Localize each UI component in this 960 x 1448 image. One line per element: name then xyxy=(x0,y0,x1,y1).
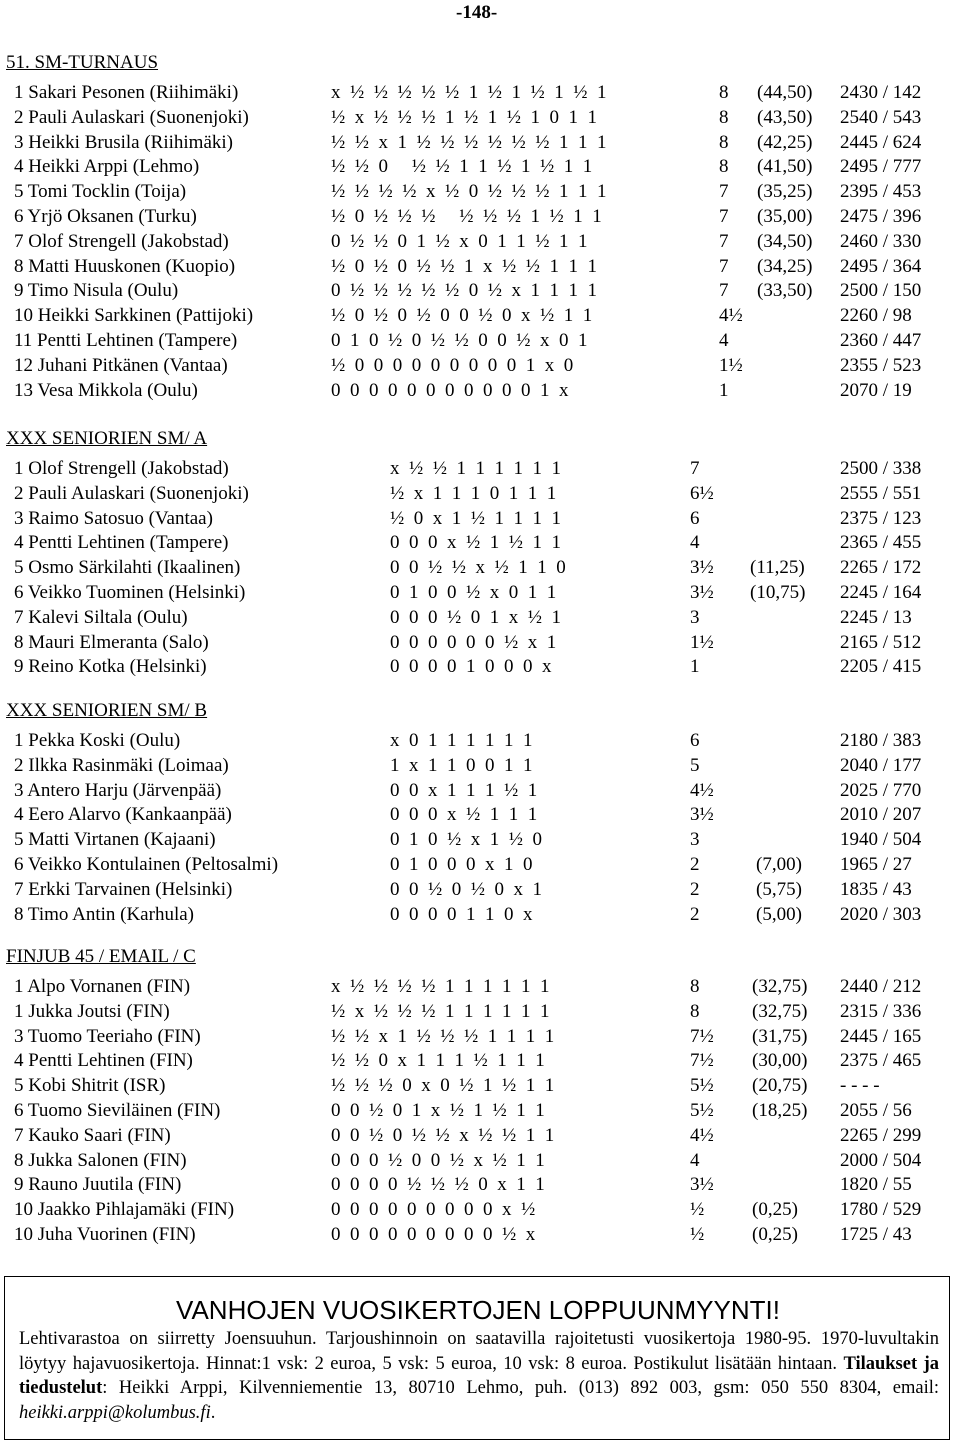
player-results: 0 0 x 1 1 1 ½ 1 xyxy=(390,779,538,801)
player-tiebreak: (35,00) xyxy=(757,206,813,227)
player-score: 7 xyxy=(719,181,729,203)
player-name: 4 Eero Alarvo (Kankaanpää) xyxy=(14,804,232,826)
table-row xyxy=(0,1098,960,1123)
player-tiebreak: (0,25) xyxy=(752,1224,798,1245)
player-score: 4½ xyxy=(719,305,743,327)
table-row xyxy=(0,1048,960,1073)
player-results: 0 0 0 0 0 0 0 0 0 ½ x xyxy=(331,1224,536,1245)
player-name: 12 Juhani Pitkänen (Vantaa) xyxy=(14,354,228,376)
player-results: 1 x 1 1 0 0 1 1 xyxy=(390,754,533,776)
player-tiebreak: (34,50) xyxy=(757,230,813,252)
player-results: 0 0 ½ 0 1 x ½ 1 ½ 1 1 xyxy=(331,1100,545,1121)
section-title: 51. SM-TURNAUS xyxy=(6,52,159,73)
table-row xyxy=(0,555,960,580)
player-results: 0 0 ½ 0 ½ ½ x ½ ½ 1 1 xyxy=(331,1124,555,1146)
table-row xyxy=(0,999,960,1024)
player-score: 4½ xyxy=(690,779,714,801)
table-row xyxy=(0,1024,960,1049)
player-score: 3 xyxy=(690,606,700,628)
player-score: 4½ xyxy=(690,1124,714,1146)
player-score: 7 xyxy=(719,280,729,302)
player-tiebreak: (10,75) xyxy=(750,582,806,603)
player-score: 6½ xyxy=(690,482,714,504)
player-rating: 2475 / 396 xyxy=(840,206,922,227)
player-score: 3½ xyxy=(690,557,714,579)
player-rating: 2445 / 165 xyxy=(840,1025,922,1047)
player-results: 0 0 0 0 0 0 0 0 0 0 0 1 x xyxy=(331,379,569,401)
player-results: 0 1 0 ½ x 1 ½ 0 xyxy=(390,829,542,851)
player-score: 8 xyxy=(719,156,729,178)
player-name: 7 Kalevi Siltala (Oulu) xyxy=(14,606,188,628)
player-name: 7 Erkki Tarvainen (Helsinki) xyxy=(14,878,233,900)
player-name: 8 Jukka Salonen (FIN) xyxy=(14,1149,187,1171)
player-rating: 2180 / 383 xyxy=(840,730,922,751)
player-name: 11 Pentti Lehtinen (Tampere) xyxy=(14,330,238,351)
player-results: 0 0 0 x ½ 1 ½ 1 1 xyxy=(390,532,561,554)
ad-text-bold: Tilaukset ja tiedustelut xyxy=(19,1353,939,1398)
player-rating: 2365 / 455 xyxy=(840,532,922,554)
table-row xyxy=(0,1197,960,1222)
player-name: 5 Kobi Shitrit (ISR) xyxy=(14,1075,166,1097)
player-results: 0 1 0 0 ½ x 0 1 1 xyxy=(390,582,557,603)
player-rating: 2040 / 177 xyxy=(840,754,922,776)
player-tiebreak: (32,75) xyxy=(752,976,808,997)
table-row xyxy=(0,974,960,999)
table-row xyxy=(0,902,960,927)
table-row xyxy=(0,456,960,481)
player-score: 7½ xyxy=(690,1025,714,1047)
player-score: 7 xyxy=(719,255,729,277)
player-results: 0 0 ½ 0 ½ 0 x 1 xyxy=(390,878,542,900)
table-row xyxy=(0,303,960,328)
table-row xyxy=(0,1222,960,1247)
table-row xyxy=(0,630,960,655)
player-score: 8 xyxy=(719,82,729,103)
player-name: 3 Antero Harju (Järvenpää) xyxy=(14,779,222,801)
player-name: 3 Heikki Brusila (Riihimäki) xyxy=(14,131,234,153)
player-name: 7 Kauko Saari (FIN) xyxy=(14,1124,171,1146)
player-rating: 2245 / 164 xyxy=(840,582,922,603)
player-tiebreak: (18,25) xyxy=(752,1100,808,1121)
player-name: 10 Juha Vuorinen (FIN) xyxy=(14,1224,196,1245)
player-score: 5 xyxy=(690,754,700,776)
player-results: ½ ½ x 1 ½ ½ ½ 1 1 1 1 xyxy=(331,1025,555,1047)
table-row xyxy=(0,728,960,753)
player-rating: 2355 / 523 xyxy=(840,354,922,376)
player-rating: 2460 / 330 xyxy=(840,230,922,252)
player-rating: 2000 / 504 xyxy=(840,1149,922,1171)
table-row xyxy=(0,605,960,630)
player-rating: 2445 / 624 xyxy=(840,131,922,153)
player-rating: 2495 / 777 xyxy=(840,156,922,178)
player-name: 3 Tuomo Teeriaho (FIN) xyxy=(14,1025,201,1047)
player-results: ½ x ½ ½ ½ 1 ½ 1 ½ 1 0 1 1 xyxy=(331,106,597,128)
player-rating: 2205 / 415 xyxy=(840,656,922,678)
player-results: ½ ½ ½ 0 x 0 ½ 1 ½ 1 1 xyxy=(331,1075,555,1097)
player-name: 4 Heikki Arppi (Lehmo) xyxy=(14,156,200,178)
player-name: 10 Jaakko Pihlajamäki (FIN) xyxy=(14,1199,235,1221)
player-name: 13 Vesa Mikkola (Oulu) xyxy=(14,379,198,401)
table-row xyxy=(0,254,960,279)
table-row xyxy=(0,154,960,179)
player-name: 4 Pentti Lehtinen (FIN) xyxy=(14,1050,193,1072)
player-rating: 2495 / 364 xyxy=(840,255,922,277)
section-title: XXX SENIORIEN SM/ B xyxy=(6,700,208,721)
player-name: 1 Alpo Vornanen (FIN) xyxy=(14,976,191,997)
advertisement-box xyxy=(4,1276,950,1440)
advertisement-title: VANHOJEN VUOSIKERTOJEN LOPPUUNMYYNTI! xyxy=(176,1295,780,1325)
player-tiebreak: (30,00) xyxy=(752,1050,808,1072)
table-row xyxy=(0,378,960,403)
player-rating: 1940 / 504 xyxy=(840,829,922,851)
player-results: ½ 0 ½ ½ ½ ½ ½ ½ 1 ½ 1 1 xyxy=(331,206,602,227)
table-row xyxy=(0,506,960,531)
table-row xyxy=(0,654,960,679)
player-name: 9 Rauno Juutila (FIN) xyxy=(14,1174,182,1196)
player-rating: - - - - xyxy=(840,1075,880,1097)
player-tiebreak: (5,00) xyxy=(756,903,802,925)
table-row xyxy=(0,1073,960,1098)
player-score: 3½ xyxy=(690,804,714,826)
player-results: 0 0 0 0 0 0 ½ x 1 xyxy=(390,631,557,653)
player-results: 0 0 0 x ½ 1 1 1 xyxy=(390,804,538,826)
player-tiebreak: (34,25) xyxy=(757,255,813,277)
player-tiebreak: (44,50) xyxy=(757,82,813,103)
player-score: 7½ xyxy=(690,1050,714,1072)
player-results: ½ 0 0 0 0 0 0 0 0 0 1 x 0 xyxy=(331,354,574,376)
player-results: 0 0 0 ½ 0 1 x ½ 1 xyxy=(390,606,561,628)
player-results: ½ 0 ½ 0 ½ 0 0 ½ 0 x ½ 1 1 xyxy=(331,305,593,327)
player-rating: 2055 / 56 xyxy=(840,1100,912,1121)
player-results: 0 ½ ½ ½ ½ ½ 0 ½ x 1 1 1 1 xyxy=(331,280,597,302)
table-row xyxy=(0,827,960,852)
ad-text-part: : Heikki Arppi, Kilvenniementie 13, 80710 Lehmo, puh. (013) 892 003, gsm: 050 550 8304, email: xyxy=(102,1378,939,1398)
player-name: 8 Timo Antin (Karhula) xyxy=(14,903,194,925)
table-row xyxy=(0,179,960,204)
table-row xyxy=(0,130,960,155)
player-rating: 2265 / 299 xyxy=(840,1124,922,1146)
table-row xyxy=(0,204,960,229)
player-name: 6 Veikko Kontulainen (Peltosalmi) xyxy=(14,854,279,875)
player-rating: 2395 / 453 xyxy=(840,181,922,203)
player-score: 4 xyxy=(719,330,729,351)
player-rating: 2430 / 142 xyxy=(840,82,922,103)
player-results: 0 0 0 0 ½ ½ ½ 0 x 1 1 xyxy=(331,1174,545,1196)
player-score: 3½ xyxy=(690,1174,714,1196)
player-tiebreak: (43,50) xyxy=(757,106,813,128)
player-score: 8 xyxy=(719,106,729,128)
ad-text-part: Lehtivarastoa on siirretty Joensuuhun. Tarjoushinnoin on saatavilla rajoitetusti vuosikertoja 1980-95. 1970-luvultakin löytyy hajavuosikertoja. Hinnat:1 vsk: 2 euroa, 5 vsk: 5 euroa, 10 vsk: 8 euroa. Postikulut lisätään hintaan. xyxy=(19,1329,939,1374)
player-results: ½ x 1 1 1 0 1 1 1 xyxy=(390,482,557,504)
table-row xyxy=(0,481,960,506)
player-name: 1 Sakari Pesonen (Riihimäki) xyxy=(14,82,239,103)
player-rating: 2375 / 123 xyxy=(840,507,922,529)
player-results: x ½ ½ 1 1 1 1 1 1 xyxy=(390,458,561,479)
table-row xyxy=(0,328,960,353)
table-row xyxy=(0,278,960,303)
player-tiebreak: (41,50) xyxy=(757,156,813,178)
player-name: 1 Olof Strengell (Jakobstad) xyxy=(14,458,229,479)
player-results: ½ ½ 0 ½ ½ 1 1 ½ 1 ½ 1 1 xyxy=(331,156,593,178)
section-title: FINJUB 45 / EMAIL / C xyxy=(6,946,196,967)
player-score: 1½ xyxy=(690,631,714,653)
table-row xyxy=(0,877,960,902)
player-score: 8 xyxy=(690,1000,700,1022)
player-results: ½ 0 ½ 0 ½ ½ 1 x ½ ½ 1 1 1 xyxy=(331,255,597,277)
player-tiebreak: (5,75) xyxy=(756,878,802,900)
player-name: 5 Matti Virtanen (Kajaani) xyxy=(14,829,216,851)
player-name: 6 Veikko Tuominen (Helsinki) xyxy=(14,582,246,603)
player-results: 0 0 ½ ½ x ½ 1 1 0 xyxy=(390,557,566,579)
player-rating: 2245 / 13 xyxy=(840,606,912,628)
player-name: 8 Matti Huuskonen (Kuopio) xyxy=(14,255,236,277)
player-tiebreak: (11,25) xyxy=(750,557,805,579)
player-results: 0 0 0 0 1 0 0 0 x xyxy=(390,656,552,678)
player-rating: 2555 / 551 xyxy=(840,482,922,504)
table-row xyxy=(0,105,960,130)
table-row xyxy=(0,80,960,105)
player-rating: 2500 / 338 xyxy=(840,458,922,479)
player-tiebreak: (32,75) xyxy=(752,1000,808,1022)
player-rating: 2375 / 465 xyxy=(840,1050,922,1072)
player-rating: 2010 / 207 xyxy=(840,804,922,826)
player-results: ½ ½ x 1 ½ ½ ½ ½ ½ ½ 1 1 1 xyxy=(331,131,607,153)
player-score: 3 xyxy=(690,829,700,851)
player-rating: 1780 / 529 xyxy=(840,1199,922,1221)
player-name: 8 Mauri Elmeranta (Salo) xyxy=(14,631,209,653)
player-score: 4 xyxy=(690,532,700,554)
player-rating: 2265 / 172 xyxy=(840,557,922,579)
table-row xyxy=(0,229,960,254)
player-rating: 2165 / 512 xyxy=(840,631,922,653)
player-score: 2 xyxy=(690,878,700,900)
player-rating: 1835 / 43 xyxy=(840,878,912,900)
player-name: 2 Pauli Aulaskari (Suonenjoki) xyxy=(14,482,249,504)
player-name: 3 Raimo Satosuo (Vantaa) xyxy=(14,507,213,529)
player-score: 5½ xyxy=(690,1075,714,1097)
player-results: 0 0 0 0 0 0 0 0 0 x ½ xyxy=(331,1199,536,1221)
player-score: 1 xyxy=(690,656,700,678)
table-row xyxy=(0,1123,960,1148)
table-row xyxy=(0,530,960,555)
ad-text-part: . xyxy=(210,1402,216,1423)
advertisement-text xyxy=(19,1327,939,1425)
player-name: 9 Timo Nisula (Oulu) xyxy=(14,280,179,302)
player-score: 7 xyxy=(719,230,729,252)
player-rating: 2070 / 19 xyxy=(840,379,912,401)
player-rating: 1820 / 55 xyxy=(840,1174,912,1196)
player-name: 9 Reino Kotka (Helsinki) xyxy=(14,656,207,678)
player-name: 2 Ilkka Rasinmäki (Loimaa) xyxy=(14,754,229,776)
player-score: ½ xyxy=(690,1199,705,1221)
player-score: 6 xyxy=(690,507,700,529)
player-results: ½ x ½ ½ ½ 1 1 1 1 1 1 xyxy=(331,1000,550,1022)
player-rating: 2360 / 447 xyxy=(840,330,922,351)
player-rating: 2440 / 212 xyxy=(840,976,922,997)
player-name: 5 Osmo Särkilahti (Ikaalinen) xyxy=(14,557,241,579)
section-title: XXX SENIORIEN SM/ A xyxy=(6,428,208,449)
player-results: 0 ½ ½ 0 1 ½ x 0 1 1 ½ 1 1 xyxy=(331,230,588,252)
player-score: 8 xyxy=(690,976,700,997)
player-tiebreak: (7,00) xyxy=(756,854,802,875)
player-rating: 2315 / 336 xyxy=(840,1000,922,1022)
player-score: 8 xyxy=(719,131,729,153)
player-score: 1 xyxy=(719,379,729,401)
player-results: x ½ ½ ½ ½ 1 1 1 1 1 1 xyxy=(331,976,550,997)
player-results: 0 0 0 ½ 0 0 ½ x ½ 1 1 xyxy=(331,1149,545,1171)
player-tiebreak: (35,25) xyxy=(757,181,813,203)
table-row xyxy=(0,778,960,803)
player-score: 2 xyxy=(690,903,700,925)
table-row xyxy=(0,802,960,827)
player-rating: 1965 / 27 xyxy=(840,854,912,875)
player-score: ½ xyxy=(690,1224,705,1245)
player-results: ½ 0 x 1 ½ 1 1 1 1 xyxy=(390,507,561,529)
player-tiebreak: (0,25) xyxy=(752,1199,798,1221)
player-score: 7 xyxy=(719,206,729,227)
player-score: 1½ xyxy=(719,354,743,376)
player-score: 3½ xyxy=(690,582,714,603)
player-tiebreak: (20,75) xyxy=(752,1075,808,1097)
player-name: 6 Tuomo Sieviläinen (FIN) xyxy=(14,1100,221,1121)
player-name: 5 Tomi Tocklin (Toija) xyxy=(14,181,187,203)
table-row xyxy=(0,753,960,778)
player-results: 0 1 0 0 0 x 1 0 xyxy=(390,854,533,875)
player-tiebreak: (31,75) xyxy=(752,1025,808,1047)
player-results: x ½ ½ ½ ½ ½ 1 ½ 1 ½ 1 ½ 1 xyxy=(331,82,607,103)
table-row xyxy=(0,580,960,605)
player-results: ½ ½ 0 x 1 1 1 ½ 1 1 1 xyxy=(331,1050,545,1072)
player-rating: 1725 / 43 xyxy=(840,1224,912,1245)
player-name: 1 Pekka Koski (Oulu) xyxy=(14,730,181,751)
player-results: 0 0 0 0 1 1 0 x xyxy=(390,903,533,925)
player-score: 6 xyxy=(690,730,700,751)
player-name: 7 Olof Strengell (Jakobstad) xyxy=(14,230,229,252)
player-results: x 0 1 1 1 1 1 1 xyxy=(390,730,533,751)
table-row xyxy=(0,1172,960,1197)
player-rating: 2020 / 303 xyxy=(840,903,922,925)
player-tiebreak: (33,50) xyxy=(757,280,813,302)
player-score: 4 xyxy=(690,1149,700,1171)
table-row xyxy=(0,353,960,378)
player-rating: 2540 / 543 xyxy=(840,106,922,128)
player-name: 4 Pentti Lehtinen (Tampere) xyxy=(14,532,229,554)
player-tiebreak: (42,25) xyxy=(757,131,813,153)
table-row xyxy=(0,852,960,877)
player-rating: 2260 / 98 xyxy=(840,305,912,327)
page-number: -148- xyxy=(456,2,498,23)
player-name: 10 Heikki Sarkkinen (Pattijoki) xyxy=(14,305,254,327)
player-name: 6 Yrjö Oksanen (Turku) xyxy=(14,206,197,227)
table-row xyxy=(0,1148,960,1173)
player-results: ½ ½ ½ ½ x ½ 0 ½ ½ ½ 1 1 1 xyxy=(331,181,607,203)
player-name: 2 Pauli Aulaskari (Suonenjoki) xyxy=(14,106,249,128)
player-rating: 2025 / 770 xyxy=(840,779,922,801)
ad-email[interactable]: heikki.arppi@kolumbus.fi xyxy=(19,1402,211,1423)
player-score: 2 xyxy=(690,854,700,875)
player-score: 5½ xyxy=(690,1100,714,1121)
player-name: 1 Jukka Joutsi (FIN) xyxy=(14,1000,170,1022)
player-rating: 2500 / 150 xyxy=(840,280,922,302)
player-results: 0 1 0 ½ 0 ½ ½ 0 0 ½ x 0 1 xyxy=(331,330,588,351)
player-score: 7 xyxy=(690,458,700,479)
